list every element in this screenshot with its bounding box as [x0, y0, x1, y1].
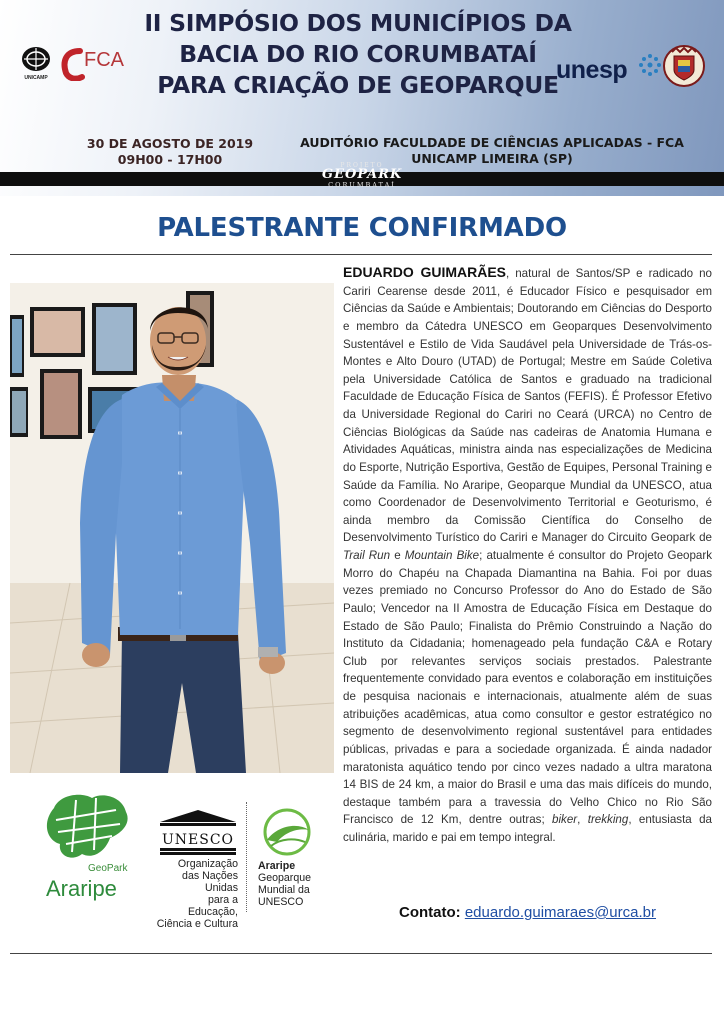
fca-logo	[60, 47, 130, 81]
event-venue-line-2: UNICAMP LIMEIRA (SP)	[411, 151, 573, 166]
dots-emblem-icon	[638, 53, 662, 77]
bio-text-5: , entusiasta da culinária, marido e pai em tempo integral.	[343, 813, 712, 844]
event-time: 09H00 - 17H00	[117, 152, 223, 167]
araripe-label: Araripe	[46, 876, 117, 901]
geoparque-title: Araripe	[258, 860, 296, 872]
geopark-logo-bottom: CORUMBATAÍ	[328, 181, 396, 189]
bio-text-2: e	[390, 549, 405, 562]
geoparque-text	[258, 872, 328, 908]
geopark-corumbatai-logo	[322, 162, 402, 194]
araripe-geopark-label: GeoPark	[88, 863, 128, 874]
speaker-photo	[10, 283, 334, 773]
bio-text-4: ,	[577, 813, 588, 827]
unesco-text-line-4: Ciência e Cultura	[156, 918, 238, 930]
bio-emphasis-trail-run: Trail Run	[343, 549, 391, 562]
bio-emphasis-biker: biker	[552, 813, 578, 827]
event-title-line-3: PARA CRIAÇÃO DE GEOPARQUE	[157, 71, 559, 99]
bio-text-3: ; atualmente é consultor do Projeto Geopark Morro do Chapéu na Chapada Diamantina na Bahia. Foi por duas vezes premiado no Concurso Professor do Ano do Estado de São Paulo; Vencedor na II Amostra de Educação Física em Destaque do Estado de São Paulo; Finalista do Prêmio Construindo a Nação do Instituto da Cidadania; homenageado pela fundação C&A e Rotary Club por relevantes serviços sociais prestados. Palestrante frequentemente convidado para eventos e colaboração em instituições de pesquisa nacionais e internacionais, atualmente além de suas atribuições acadêmicas, atua como consultor e gestor estratégico no segmento de desenvolvimento regional sustentável para entidades públicas, privadas e para a sociedade organizada. É ainda nadador maratonista aquático tendo por cinco vezes nadado a ultra maratona 14 BIS de 24 km, a maior do Brasil e uma das mais difíceis do mundo, destaque também para a travessia do Velho Chico no Rio São Francisco de 12 Km, dentre outras;	[343, 549, 713, 827]
speaker-name: EDUARDO GUIMARÃES	[343, 264, 507, 280]
event-title	[132, 8, 584, 101]
fca-label: FCA	[84, 49, 124, 71]
unesp-logo: unesp	[556, 56, 628, 84]
unesco-text	[156, 858, 238, 930]
contact-email-link[interactable]: eduardo.guimaraes@urca.br	[464, 904, 656, 921]
event-banner	[0, 0, 724, 196]
unesco-logo	[156, 808, 256, 930]
event-date: 30 DE AGOSTO DE 2019	[86, 136, 254, 151]
unicamp-label: UNICAMP	[24, 75, 48, 81]
event-title-line-2: BACIA DO RIO CORUMBATAÍ	[179, 40, 537, 68]
limeira-seal-icon	[662, 44, 706, 88]
bio-text-1: , natural de Santos/SP e radicado no Cariri Cearense desde 2011, é Educador Físico e pesquisador em Ciências da Saúde e Ambientais; Doutorando em Ciências do Desporto e membro da Cátedra UNESCO em Geoparques Desenvolvimento Sustentável e Estilo de Vida Saudável pela Universidade de Trás-os-Montes e Alto Douro (UTAD) de Portugal; Mestre em Saúde Coletiva pela Universidade Católica de Santos e graduado na tradicional Faculdade de Educação Física de Santos (FEFIS). É Professor Efetivo da Universidade Regional do Cariri no Ceará (URCA) no Centro de Ciências Biológicas da Saúde nas cadeiras de Anatomia Humana e Atividades Aquáticas, ministra ainda nas especializações de Medicina do Esporte, Nutrição Esportiva, Gestão de Equipes, Personal Training e Saúde da Família. No Araripe, Geoparque Mundial da UNESCO, atua como Coordenador de Desenvolvimento Territorial e Geoturismo, é ainda membro da Comissão Científica do Conselho de Desenvolvimento Turístico do Cariri e Manager do Circuito Geopark de	[343, 267, 712, 545]
unesco-text-line-1: Organização	[177, 858, 238, 870]
geoparque-text-line-3: Mundial da	[258, 884, 310, 896]
bottom-divider	[10, 953, 712, 954]
event-title-line-1: II SIMPÓSIO DOS MUNICÍPIOS DA	[144, 9, 572, 37]
geoparque-text-line-4: UNESCO	[258, 896, 304, 908]
logo-divider	[246, 802, 247, 912]
event-venue-line-1: AUDITÓRIO FACULDADE DE CIÊNCIAS APLICADAS - FCA	[300, 135, 684, 150]
top-divider	[10, 254, 712, 255]
bio-emphasis-trekking: trekking	[587, 813, 629, 827]
geoparque-text-line-2: Geoparque	[258, 872, 312, 884]
page-title: PALESTRANTE CONFIRMADO	[157, 213, 567, 243]
unesco-text-line-3: para a Educação,	[187, 894, 238, 918]
contact-label: Contato:	[399, 904, 461, 921]
unesco-wordmark: UNESCO	[161, 832, 235, 848]
bio-emphasis-mountain-bike: Mountain Bike	[404, 549, 480, 562]
geopark-logo-middle: GEOPARK	[322, 167, 403, 182]
unesco-text-line-2: das Nações Unidas	[182, 870, 238, 894]
event-date-time	[70, 136, 270, 168]
contact-line	[343, 904, 712, 921]
geoparque-mundial-logo	[253, 808, 323, 918]
geopark-logo-top: PROJETO	[340, 162, 384, 169]
speaker-bio	[343, 264, 712, 847]
geopark-araripe-logo	[36, 790, 136, 914]
unicamp-logo	[18, 45, 54, 85]
